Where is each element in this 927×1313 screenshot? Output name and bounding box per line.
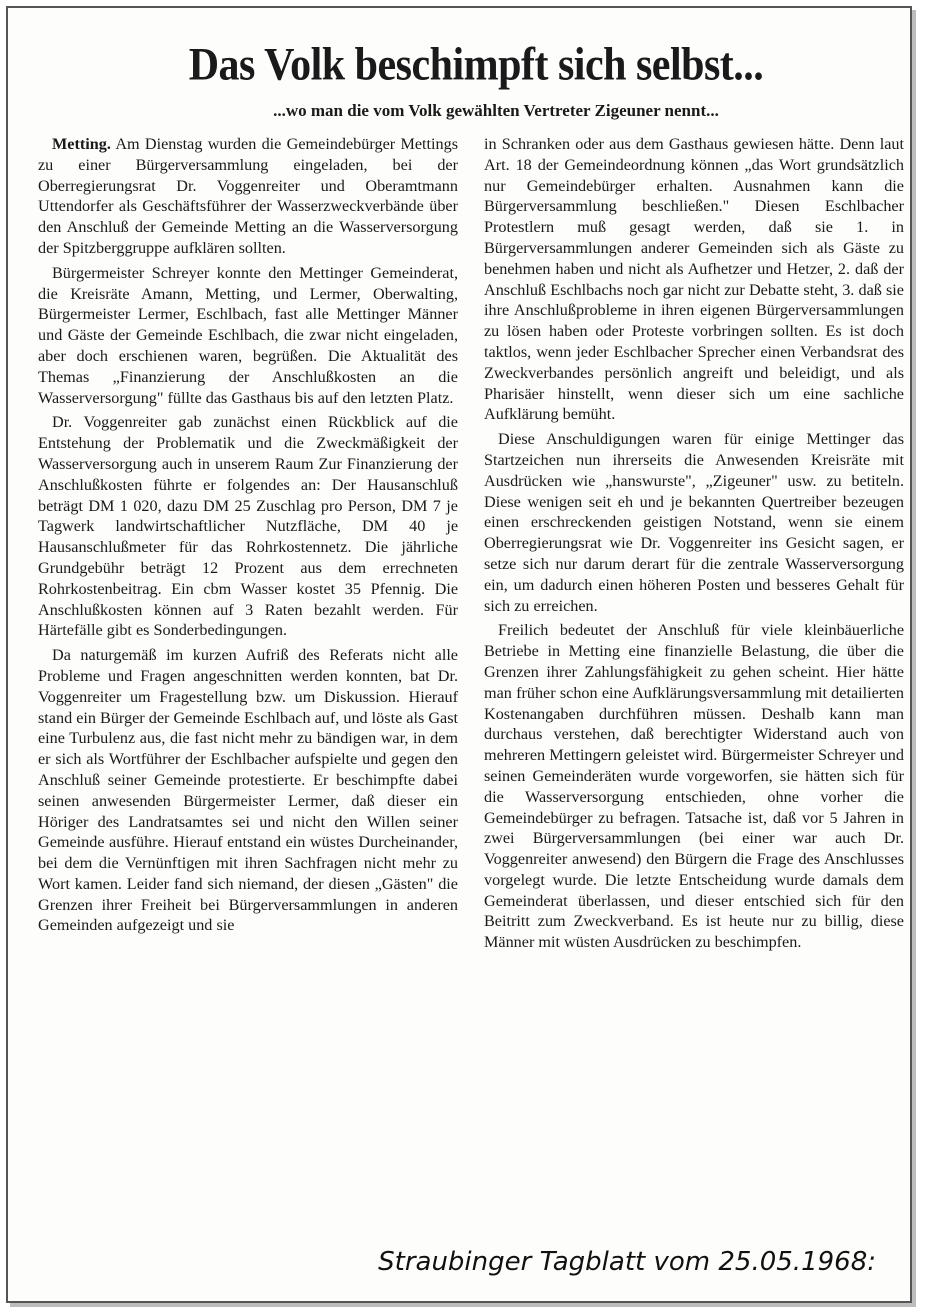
paragraph bbox=[38, 134, 458, 259]
paragraph-text: Am Dienstag wurden die Gemeindebürger Mettings zu einer Bürgerversammlung eingeladen, bei der Oberregierungsrat Dr. Voggenreiter und Oberamtmann Uttendorfer als Geschäftsführer der Wasserzweckverbände über den Anschluß der Gemeinde Metting an die Wasserversorgung der Spitzberggruppe aufklären sollten. bbox=[38, 135, 459, 257]
paragraph: in Schranken oder aus dem Gasthaus gewiesen hätte. Denn laut Art. 18 der Gemeindeordnung können „das Wort grundsätzlich nur Gemeindebürger erhalten. Ausnahmen kann die Bürgerversammlung beschließen." Diesen Eschlbacher Protestlern muß gesagt werden, daß sie 1. in Bürgerversammlungen anderer Gemeinden sich als Gäste zu benehmen haben und nicht als Aufhetzer und Hetzer, 2. daß der Anschluß Eschlbachs noch gar nicht zur Debatte steht, 3. daß sie ihre Anschlußprobleme in ihren eigenen Bürgerversammlungen zu lösen haben oder Proteste vorbringen sollten. Es ist doch taktlos, wenn jeder Eschlbacher Sprecher einen Verbandsrat des Zweckverbandes persönlich angreift und beleidigt, und als Pharisäer hinstellt, wenn dieser sich um eine sachliche Aufklärung bemüht. bbox=[484, 135, 904, 424]
paragraph: Freilich bedeutet der Anschluß für viele kleinbäuerliche Betriebe in Metting eine finanzielle Belastung, die über die Grenzen ihrer Zahlungsfähigkeit zu gehen scheint. Hier hätte man früher schon eine Aufklärungsversammlung mit detailierten Kostenangaben durchführen müssen. Deshalb kann man durchaus verstehen, daß berechtigter Widerstand auch von mehreren Mettingern geleistet wird. Bürgermeister Schreyer und seinen Gemeinderäten wurde vorgeworfen, sie hätten sich für die Wasserversorgung entschieden, ohne vorher die Gemeindebürger zu befragen. Tatsache ist, daß vor 5 Jahren in zwei Bürgerversammlungen (bei einer war auch Dr. Voggenreiter anwesend) den Bürgern die Frage des Anschlusses vorgelegt wurde. Die letzte Entscheidung wurde damals dem Gemeinderat überlassen, und dieser entschied sich für den Beitritt zum Zweckverband. Es ist heute nur zu billig, diese Männer mit wüsten Ausdrücken zu beschimpfen. bbox=[484, 621, 904, 952]
paragraph: Bürgermeister Schreyer konnte den Mettinger Gemeinderat, die Kreisräte Amann, Metting, und Lermer, Oberwalting, Bürgermeister Lermer, Eschlbach, fast alle Mettinger Männer und Gäste der Gemeinde Eschlbach, die zwar nicht eingeladen, aber doch erschienen waren, begrüßen. Die Aktualität des Themas „Finanzierung der Anschlußkosten an die Wasserversorgung" füllte das Gasthaus bis auf den letzten Platz. bbox=[38, 263, 458, 407]
clipping-frame bbox=[6, 6, 912, 1303]
paragraph: Dr. Voggenreiter gab zunächst einen Rückblick auf die Entstehung der Problematik und die Zweckmäßigkeit der Wasserversorgung auch in unserem Raum Zur Finanzierung der Anschlußkosten führte er folgendes an: Der Hausanschluß beträgt DM 1 020, dazu DM 25 Zuschlag pro Person, DM 7 je Tagwerk landwirtschaftlicher Nutzfläche, DM 40 je Hausanschlußmeter für das Rohrkostennetz. Die jährliche Grundgebühr beträgt 12 Prozent aus dem errechneten Rohrkostenbeitrag. Ein cbm Wasser kostet 35 Pfennig. Die Anschlußkosten können auf 3 Raten bezahlt werden. Für Härtefälle gibt es Sonderbedingungen. bbox=[38, 413, 458, 640]
article-columns bbox=[38, 134, 914, 953]
paragraph: Da naturgemäß im kurzen Aufriß des Referats nicht alle Probleme und Fragen angeschnitten werden konnten, bat Dr. Voggenreiter um Fragestellung bzw. um Diskussion. Hierauf stand ein Bürger der Gemeinde Eschlbach auf, und löste als Gast eine Turbulenz aus, die fast nicht mehr zu bändigen war, in dem er sich als Wortführer der Eschlbacher aufspielte und gegen den Anschluß seiner Gemeinde protestierte. Er beschimpfte dabei seinen anwesenden Bürgermeister Lermer, daß dieser ein Höriger des Landratsamtes sei und nicht den Willen seiner Gemeinde ausführe. Hierauf entstand ein wüstes Durcheinander, bei dem die Vernünftigen mit ihren Sachfragen nicht mehr zu Wort kamen. Leider fand sich niemand, der diesen „Gästen" die Grenzen ihrer Freiheit bei Bürgerversammlungen in anderen Gemeinden aufgezeigt und sie bbox=[38, 646, 459, 935]
source-caption: Straubinger Tagblatt vom 25.05.1968: bbox=[378, 1247, 876, 1277]
newspaper-clipping bbox=[38, 36, 914, 953]
paragraph: Diese Anschuldigungen waren für einige Mettinger das Startzeichen nun ihrerseits die Anwesenden Kreisräte mit Ausdrücken wie „hanswurste", „Zigeuner" usw. zu betiteln. Diese wenigen seit eh und je bekannten Quertreiber bezeugen einen erschreckenden geistigen Notstand, wenn sie einem Oberregierungsrat wie Dr. Voggenreiter ins Gesicht sagen, er setze sich nur darum derart für die zentrale Wasserversorgung ein, um dadurch einen höheren Posten und besseres Gehalt für sich zu erreichen. bbox=[484, 430, 904, 615]
article-subheadline: ...wo man die vom Volk gewählten Vertreter Zigeuner nennt... bbox=[273, 101, 719, 120]
right-column bbox=[484, 134, 904, 953]
left-column bbox=[38, 134, 458, 953]
article-headline: Das Volk beschimpft sich selbst... bbox=[188, 39, 764, 91]
dateline-place: Metting. bbox=[52, 135, 111, 153]
